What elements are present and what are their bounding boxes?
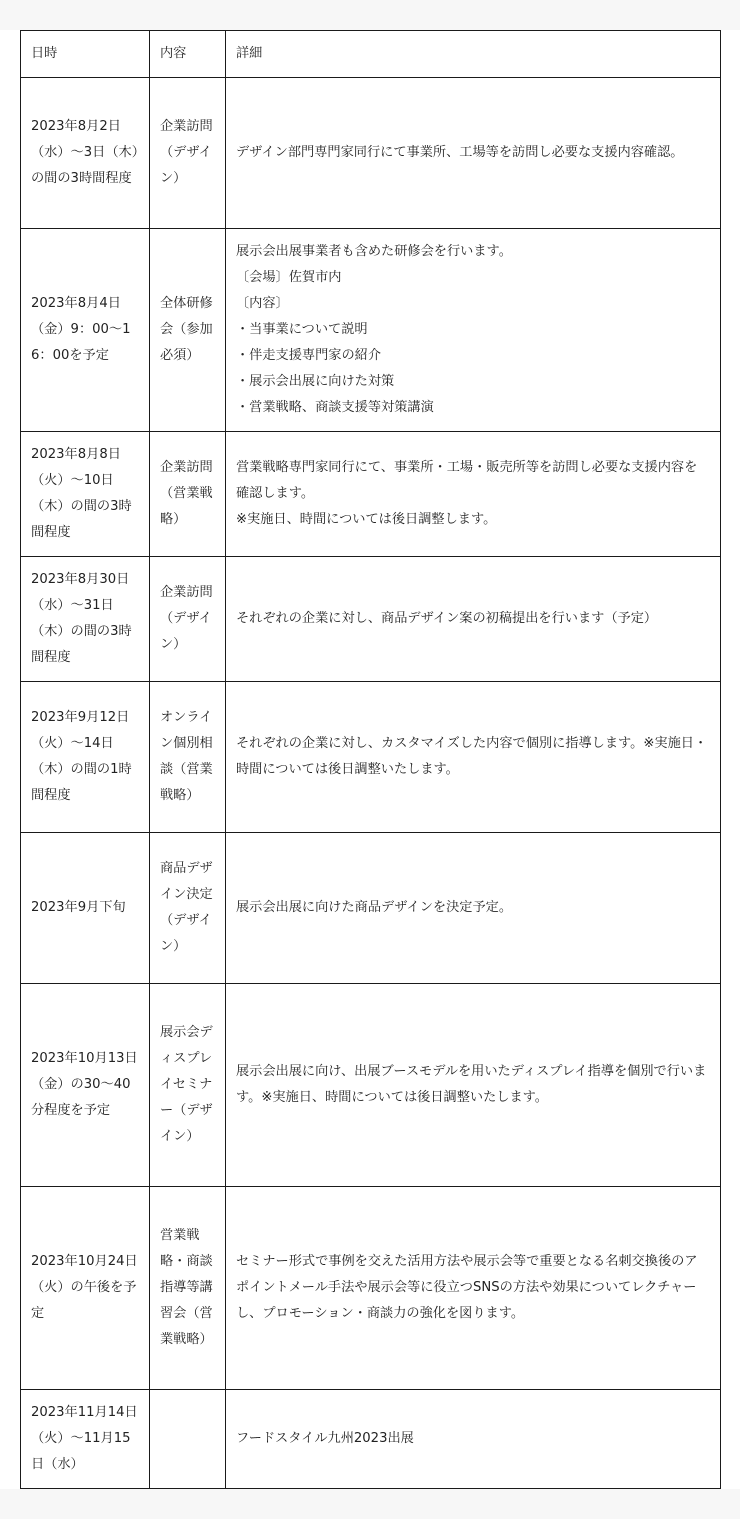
table-row	[21, 557, 721, 682]
cell-date: 2023年10月13日（金）の30～40分程度を予定	[21, 984, 150, 1187]
cell-detail: フードスタイル九州2023出展	[226, 1390, 721, 1489]
page	[0, 30, 740, 1489]
header-datetime: 日時	[21, 31, 150, 78]
cell-detail: それぞれの企業に対し、商品デザイン案の初稿提出を行います（予定）	[226, 557, 721, 682]
cell-content: 企業訪問（デザイン）	[150, 557, 226, 682]
header-content: 内容	[150, 31, 226, 78]
cell-date: 2023年11月14日（火）～11月15日（水）	[21, 1390, 150, 1489]
cell-detail: セミナー形式で事例を交えた活用方法や展示会等で重要となる名刺交換後のアポイントメール手法や展示会等に役立つSNSの方法や効果についてレクチャーし、プロモーション・商談力の強化を図ります。	[226, 1187, 721, 1390]
cell-content: 全体研修会（参加必須）	[150, 229, 226, 432]
cell-date: 2023年8月8日（火）～10日（木）の間の3時間程度	[21, 432, 150, 557]
cell-date: 2023年8月4日（金）9：00～16：00を予定	[21, 229, 150, 432]
cell-detail: 展示会出展事業者も含めた研修会を行います。 〔会場〕佐賀市内 〔内容〕 ・当事業について説明 ・伴走支援専門家の紹介 ・展示会出展に向けた対策 ・営業戦略、商談支援等対策講演	[226, 229, 721, 432]
table-row	[21, 432, 721, 557]
cell-date: 2023年10月24日（火）の午後を予定	[21, 1187, 150, 1390]
schedule-table	[20, 30, 721, 1489]
cell-content: オンライン個別相談（営業戦略）	[150, 682, 226, 833]
table-row	[21, 984, 721, 1187]
table-row	[21, 1390, 721, 1489]
cell-detail: 展示会出展に向けた商品デザインを決定予定。	[226, 833, 721, 984]
cell-date: 2023年8月30日（水）～31日（木）の間の3時間程度	[21, 557, 150, 682]
cell-detail: それぞれの企業に対し、カスタマイズした内容で個別に指導します。※実施日・時間については後日調整いたします。	[226, 682, 721, 833]
header-detail: 詳細	[226, 31, 721, 78]
cell-content: 企業訪問（デザイン）	[150, 78, 226, 229]
cell-content: 企業訪問（営業戦略）	[150, 432, 226, 557]
table-row	[21, 1187, 721, 1390]
cell-date: 2023年8月2日（水）～3日（木）の間の3時間程度	[21, 78, 150, 229]
table-row	[21, 229, 721, 432]
cell-date: 2023年9月12日（火）～14日（木）の間の1時間程度	[21, 682, 150, 833]
cell-detail: 営業戦略専門家同行にて、事業所・工場・販売所等を訪問し必要な支援内容を確認します。 ※実施日、時間については後日調整します。	[226, 432, 721, 557]
cell-content: 営業戦略・商談指導等講習会（営業戦略）	[150, 1187, 226, 1390]
table-header-row	[21, 31, 721, 78]
cell-detail: デザイン部門専門家同行にて事業所、工場等を訪問し必要な支援内容確認。	[226, 78, 721, 229]
cell-content: 展示会ディスプレイセミナー（デザイン）	[150, 984, 226, 1187]
table-row	[21, 682, 721, 833]
table-row	[21, 833, 721, 984]
table-row	[21, 78, 721, 229]
cell-date: 2023年9月下旬	[21, 833, 150, 984]
cell-content: 商品デザイン決定（デザイン）	[150, 833, 226, 984]
cell-content	[150, 1390, 226, 1489]
cell-detail: 展示会出展に向け、出展ブースモデルを用いたディスプレイ指導を個別で行います。※実施日、時間については後日調整いたします。	[226, 984, 721, 1187]
